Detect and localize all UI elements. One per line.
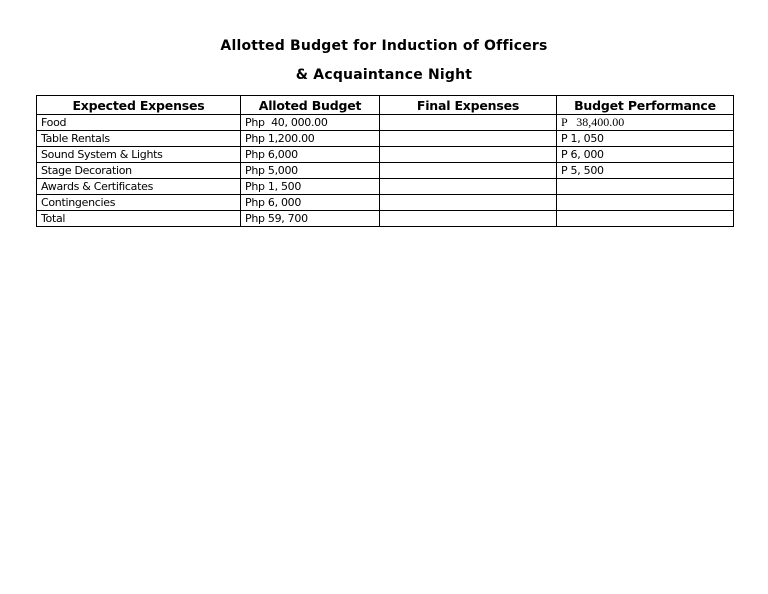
performance-cell: [557, 211, 734, 227]
table-row: [37, 147, 734, 163]
header-alloted-budget: Alloted Budget: [241, 96, 380, 115]
header-final-expenses: Final Expenses: [380, 96, 557, 115]
expense-cell: Food: [37, 115, 241, 131]
budget-cell: Php 40, 000.00: [241, 115, 380, 131]
table-row: [37, 163, 734, 179]
performance-cell: P 38,400.00: [557, 115, 734, 131]
final-cell: [380, 115, 557, 131]
expense-cell: Awards & Certificates: [37, 179, 241, 195]
expense-cell: Contingencies: [37, 195, 241, 211]
performance-cell: P 1, 050: [557, 131, 734, 147]
table-row: [37, 179, 734, 195]
performance-cell: [557, 195, 734, 211]
performance-cell: [557, 179, 734, 195]
budget-table: [36, 95, 734, 227]
budget-cell: Php 1, 500: [241, 179, 380, 195]
budget-cell: Php 5,000: [241, 163, 380, 179]
performance-cell: P 6, 000: [557, 147, 734, 163]
budget-cell: Php 1,200.00: [241, 131, 380, 147]
table-row-total: [37, 211, 734, 227]
table-row: [37, 115, 734, 131]
header-budget-performance: Budget Performance: [557, 96, 734, 115]
table-header-row: [37, 96, 734, 115]
expense-cell: Table Rentals: [37, 131, 241, 147]
final-cell: [380, 211, 557, 227]
header-expected-expenses: Expected Expenses: [37, 96, 241, 115]
performance-cell: P 5, 500: [557, 163, 734, 179]
expense-cell: Stage Decoration: [37, 163, 241, 179]
final-cell: [380, 131, 557, 147]
expense-cell: Sound System & Lights: [37, 147, 241, 163]
final-cell: [380, 195, 557, 211]
table-row: [37, 131, 734, 147]
document-title: [0, 36, 768, 85]
budget-cell: Php 6,000: [241, 147, 380, 163]
budget-cell: Php 6, 000: [241, 195, 380, 211]
final-cell: [380, 163, 557, 179]
expense-cell: Total: [37, 211, 241, 227]
final-cell: [380, 147, 557, 163]
final-cell: [380, 179, 557, 195]
budget-cell: Php 59, 700: [241, 211, 380, 227]
title-line-1: Allotted Budget for Induction of Officers: [220, 38, 548, 54]
table-row: [37, 195, 734, 211]
title-line-2: & Acquaintance Night: [295, 67, 473, 83]
